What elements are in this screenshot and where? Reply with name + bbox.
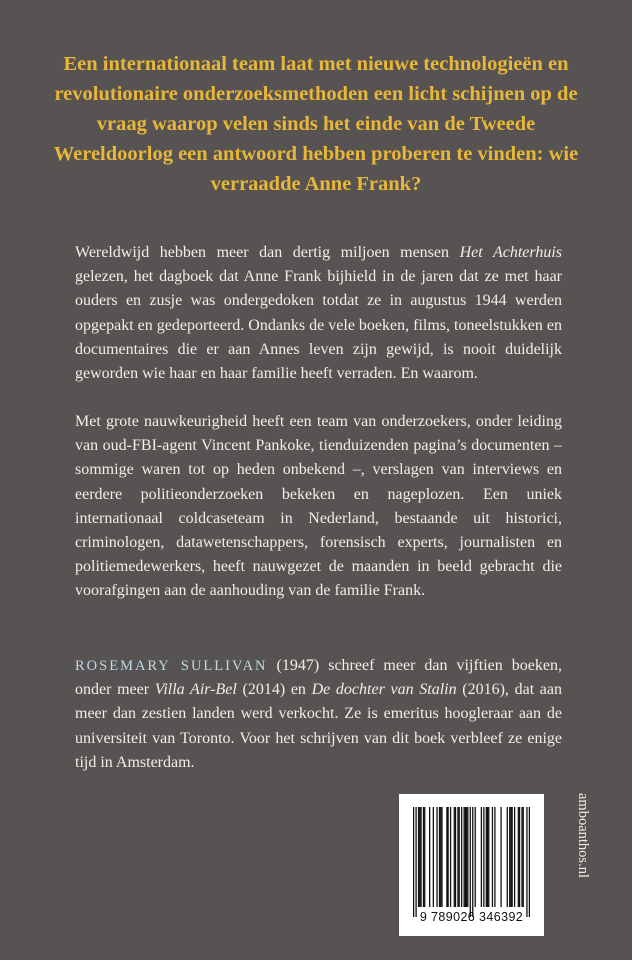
book-title-het-achterhuis: Het Achterhuis bbox=[459, 244, 563, 261]
barcode-bar bbox=[467, 807, 468, 907]
barcode-bar bbox=[418, 807, 419, 907]
barcode-bar bbox=[488, 807, 489, 907]
barcode-bar bbox=[518, 807, 519, 907]
barcode-bar bbox=[436, 807, 437, 907]
barcode-bar bbox=[415, 807, 416, 917]
barcode-bar bbox=[423, 807, 424, 907]
barcode-bar bbox=[526, 807, 527, 917]
isbn-barcode bbox=[399, 794, 544, 936]
author-bio-part-3: (2016), dat aan meer dan zestien landen werd verkocht. Ze is emeritus hoogleraar aan de universiteit van Toronto. Voor het schrijven van dit boek verbleef ze enige tijd in Amsterdam. bbox=[75, 681, 563, 771]
barcode-bar bbox=[475, 807, 476, 907]
barcode-bar bbox=[481, 807, 482, 907]
barcode-bar bbox=[420, 807, 421, 907]
barcode-bar bbox=[521, 807, 522, 907]
paragraph-1-end: gelezen, het dagboek dat Anne Frank bijhield in de jaren dat ze met haar ouders en zusje was ondergedoken totdat ze in augustus 1944 werden opgepakt en gedeporteerd. Ondanks de vele boeken, films, toneelstukken en documentaires die er aan Annes leven zijn gewijd, is nooit duidelijk geworden wie haar en haar familie heeft verraden. En waarom. bbox=[75, 268, 562, 383]
author-name: ROSEMARY SULLIVAN bbox=[75, 658, 268, 674]
barcode-bar bbox=[509, 807, 510, 907]
barcode-bar bbox=[507, 807, 508, 907]
paragraph-research-team: Met grote nauwkeurigheid heeft een team van onderzoekers, onder leiding van oud-FBI-agent Vincent Pankoke, tienduizenden pagina’s documenten – sommige waren tot op heden onbekend –, verslagen van interviews en eerdere politieonderzoeken bekeken en nageplozen. Een uniek internationaal coldcaseteam in Nederland, bestaande uit historici, criminologen, datawetenschappers, forensisch experts, journalisten en politiemedewerkers, heeft nauwgezet de maanden in beeld gebracht die voorafgingen aan de aanhouding van de familie Frank. bbox=[75, 413, 562, 600]
barcode-bar bbox=[454, 807, 455, 907]
paragraph-author-bio bbox=[75, 654, 562, 775]
barcode-bar bbox=[512, 807, 513, 907]
barcode-bar bbox=[483, 807, 484, 907]
author-bio-part-2: (2014) en bbox=[236, 681, 312, 699]
barcode-bar bbox=[424, 807, 425, 907]
barcode-bar bbox=[465, 807, 466, 907]
barcode-bar bbox=[419, 807, 420, 907]
paragraph-1-start: Wereldwijd hebben meer dan dertig miljoen mensen bbox=[75, 244, 460, 261]
paragraph-achterhuis bbox=[75, 241, 562, 386]
barcode-bar bbox=[413, 807, 414, 917]
barcode-bar bbox=[463, 807, 464, 907]
barcode-bar bbox=[446, 807, 447, 907]
barcode-bar bbox=[441, 807, 442, 907]
barcode-bar bbox=[510, 807, 511, 907]
barcode-bar bbox=[494, 807, 495, 907]
barcode-bar bbox=[447, 807, 448, 907]
barcode-bar bbox=[519, 807, 520, 907]
barcode-bar bbox=[450, 807, 451, 907]
barcode-bar bbox=[470, 807, 471, 917]
barcode-bar bbox=[472, 807, 473, 917]
author-bio-part-1: (1947) schreef meer dan vijftien boeken, onder meer bbox=[75, 657, 562, 699]
barcode-bar bbox=[457, 807, 458, 907]
blurb-text: Een internationaal team laat met nieuwe technologieën en revolutionaire onderzoeksmethoden een licht schijnen op de vraag waarop velen sinds het einde van de Tweede Wereldoorlog een antwoord hebben proberen te vinden: wie verraadde Anne Frank? bbox=[53, 53, 579, 195]
barcode-bar bbox=[514, 807, 515, 907]
barcode-bar bbox=[466, 807, 467, 907]
isbn-number: 9 789026 346392 bbox=[419, 910, 524, 924]
barcode-bar bbox=[455, 807, 456, 907]
barcode-bar bbox=[440, 807, 441, 907]
barcode-bar bbox=[529, 807, 530, 917]
barcode-bar bbox=[429, 807, 430, 907]
barcode-bar bbox=[461, 807, 462, 907]
barcode-bar bbox=[487, 807, 488, 907]
barcode-bar bbox=[486, 807, 487, 907]
barcode-bars bbox=[413, 807, 530, 917]
barcode-bar bbox=[433, 807, 434, 907]
book-title-dochter-van-stalin: De dochter van Stalin bbox=[311, 681, 457, 699]
publisher-website: amboanthos.nl bbox=[575, 793, 591, 878]
barcode-bar bbox=[500, 807, 501, 907]
barcode-bar bbox=[439, 807, 440, 907]
barcode-bar bbox=[523, 807, 524, 907]
barcode-bar bbox=[492, 807, 493, 907]
book-title-villa-air-bel: Villa Air-Bel bbox=[154, 681, 237, 699]
barcode-bar bbox=[459, 807, 460, 907]
